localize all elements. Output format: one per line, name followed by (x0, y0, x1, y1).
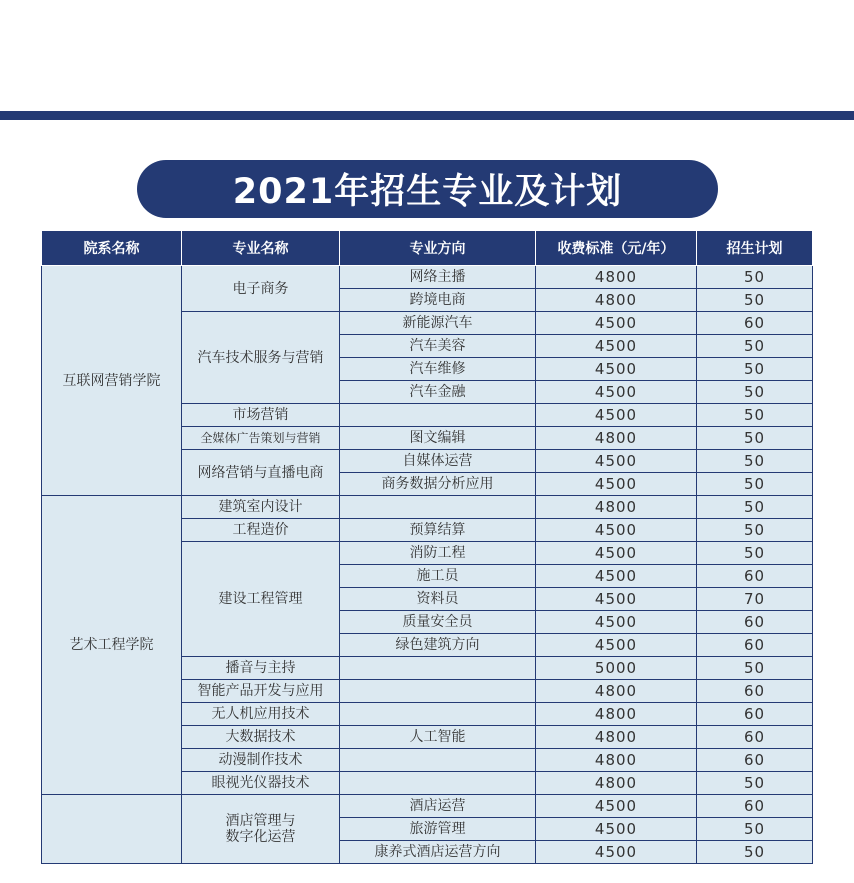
direction-cell: 资料员 (340, 588, 536, 611)
table-header-row (42, 231, 813, 266)
fee-cell: 4500 (536, 358, 697, 381)
fee-cell: 4500 (536, 611, 697, 634)
fee-cell: 4500 (536, 565, 697, 588)
fee-cell: 4500 (536, 404, 697, 427)
major-cell: 电子商务 (182, 266, 340, 312)
major-cell: 建筑室内设计 (182, 496, 340, 519)
plan-cell: 60 (697, 611, 813, 634)
fee-cell: 4500 (536, 450, 697, 473)
enrollment-plan-table (41, 230, 813, 864)
plan-cell: 50 (697, 772, 813, 795)
direction-cell: 汽车美容 (340, 335, 536, 358)
fee-cell: 4500 (536, 634, 697, 657)
department-cell: 互联网营销学院 (42, 266, 182, 496)
plan-cell: 50 (697, 496, 813, 519)
fee-cell: 4800 (536, 680, 697, 703)
fee-cell: 4500 (536, 473, 697, 496)
plan-cell: 50 (697, 841, 813, 864)
major-cell: 建设工程管理 (182, 542, 340, 657)
department-cell: 艺术工程学院 (42, 496, 182, 795)
header-plan: 招生计划 (697, 231, 813, 266)
direction-cell: 康养式酒店运营方向 (340, 841, 536, 864)
major-cell: 播音与主持 (182, 657, 340, 680)
plan-cell: 50 (697, 818, 813, 841)
major-cell (182, 795, 340, 864)
direction-cell (340, 703, 536, 726)
fee-cell: 4800 (536, 266, 697, 289)
plan-cell: 50 (697, 657, 813, 680)
direction-cell: 商务数据分析应用 (340, 473, 536, 496)
plan-cell: 60 (697, 565, 813, 588)
plan-cell: 60 (697, 312, 813, 335)
fee-cell: 4800 (536, 427, 697, 450)
fee-cell: 4500 (536, 519, 697, 542)
direction-cell (340, 496, 536, 519)
major-name-line-1: 酒店管理与 (225, 813, 296, 829)
plan-cell: 50 (697, 381, 813, 404)
major-cell: 智能产品开发与应用 (182, 680, 340, 703)
table-row (42, 795, 813, 818)
fee-cell: 4500 (536, 818, 697, 841)
direction-cell: 绿色建筑方向 (340, 634, 536, 657)
direction-cell: 预算结算 (340, 519, 536, 542)
fee-cell: 4500 (536, 588, 697, 611)
table-row (42, 266, 813, 289)
direction-cell: 新能源汽车 (340, 312, 536, 335)
fee-cell: 4500 (536, 542, 697, 565)
direction-cell: 施工员 (340, 565, 536, 588)
fee-cell: 5000 (536, 657, 697, 680)
department-cell-unlabeled (42, 795, 182, 864)
plan-cell: 60 (697, 634, 813, 657)
major-cell: 汽车技术服务与营销 (182, 312, 340, 404)
major-cell: 网络营销与直播电商 (182, 450, 340, 496)
fee-cell: 4500 (536, 312, 697, 335)
fee-cell: 4800 (536, 772, 697, 795)
plan-cell: 50 (697, 519, 813, 542)
direction-cell (340, 749, 536, 772)
direction-cell: 汽车金融 (340, 381, 536, 404)
fee-cell: 4800 (536, 496, 697, 519)
fee-cell: 4500 (536, 841, 697, 864)
page-title: 2021年招生专业及计划 (137, 160, 718, 218)
major-cell: 市场营销 (182, 404, 340, 427)
plan-cell: 50 (697, 335, 813, 358)
direction-cell: 网络主播 (340, 266, 536, 289)
plan-cell: 50 (697, 427, 813, 450)
direction-cell: 消防工程 (340, 542, 536, 565)
fee-cell: 4500 (536, 335, 697, 358)
fee-cell: 4800 (536, 749, 697, 772)
direction-cell: 人工智能 (340, 726, 536, 749)
plan-cell: 50 (697, 404, 813, 427)
plan-cell: 60 (697, 726, 813, 749)
plan-cell: 50 (697, 358, 813, 381)
header-direction: 专业方向 (340, 231, 536, 266)
major-cell: 眼视光仪器技术 (182, 772, 340, 795)
fee-cell: 4800 (536, 726, 697, 749)
table-row (42, 496, 813, 519)
major-cell: 工程造价 (182, 519, 340, 542)
fee-cell: 4500 (536, 795, 697, 818)
header-fee: 收费标准（元/年） (536, 231, 697, 266)
direction-cell: 图文编辑 (340, 427, 536, 450)
major-cell: 动漫制作技术 (182, 749, 340, 772)
direction-cell: 自媒体运营 (340, 450, 536, 473)
plan-cell: 50 (697, 473, 813, 496)
direction-cell: 跨境电商 (340, 289, 536, 312)
major-cell: 无人机应用技术 (182, 703, 340, 726)
major-cell: 全媒体广告策划与营销 (182, 427, 340, 450)
fee-cell: 4800 (536, 289, 697, 312)
top-divider-bar (0, 111, 854, 120)
direction-cell (340, 404, 536, 427)
fee-cell: 4500 (536, 381, 697, 404)
plan-cell: 50 (697, 266, 813, 289)
direction-cell: 旅游管理 (340, 818, 536, 841)
header-department: 院系名称 (42, 231, 182, 266)
plan-cell: 70 (697, 588, 813, 611)
plan-cell: 60 (697, 703, 813, 726)
direction-cell: 质量安全员 (340, 611, 536, 634)
direction-cell (340, 657, 536, 680)
major-cell: 大数据技术 (182, 726, 340, 749)
header-major: 专业名称 (182, 231, 340, 266)
plan-cell: 50 (697, 542, 813, 565)
direction-cell: 汽车维修 (340, 358, 536, 381)
plan-cell: 60 (697, 795, 813, 818)
plan-cell: 50 (697, 289, 813, 312)
direction-cell: 酒店运营 (340, 795, 536, 818)
fee-cell: 4800 (536, 703, 697, 726)
direction-cell (340, 680, 536, 703)
major-name-line-2: 数字化运营 (225, 829, 296, 845)
plan-cell: 50 (697, 450, 813, 473)
direction-cell (340, 772, 536, 795)
plan-cell: 60 (697, 749, 813, 772)
plan-cell: 60 (697, 680, 813, 703)
